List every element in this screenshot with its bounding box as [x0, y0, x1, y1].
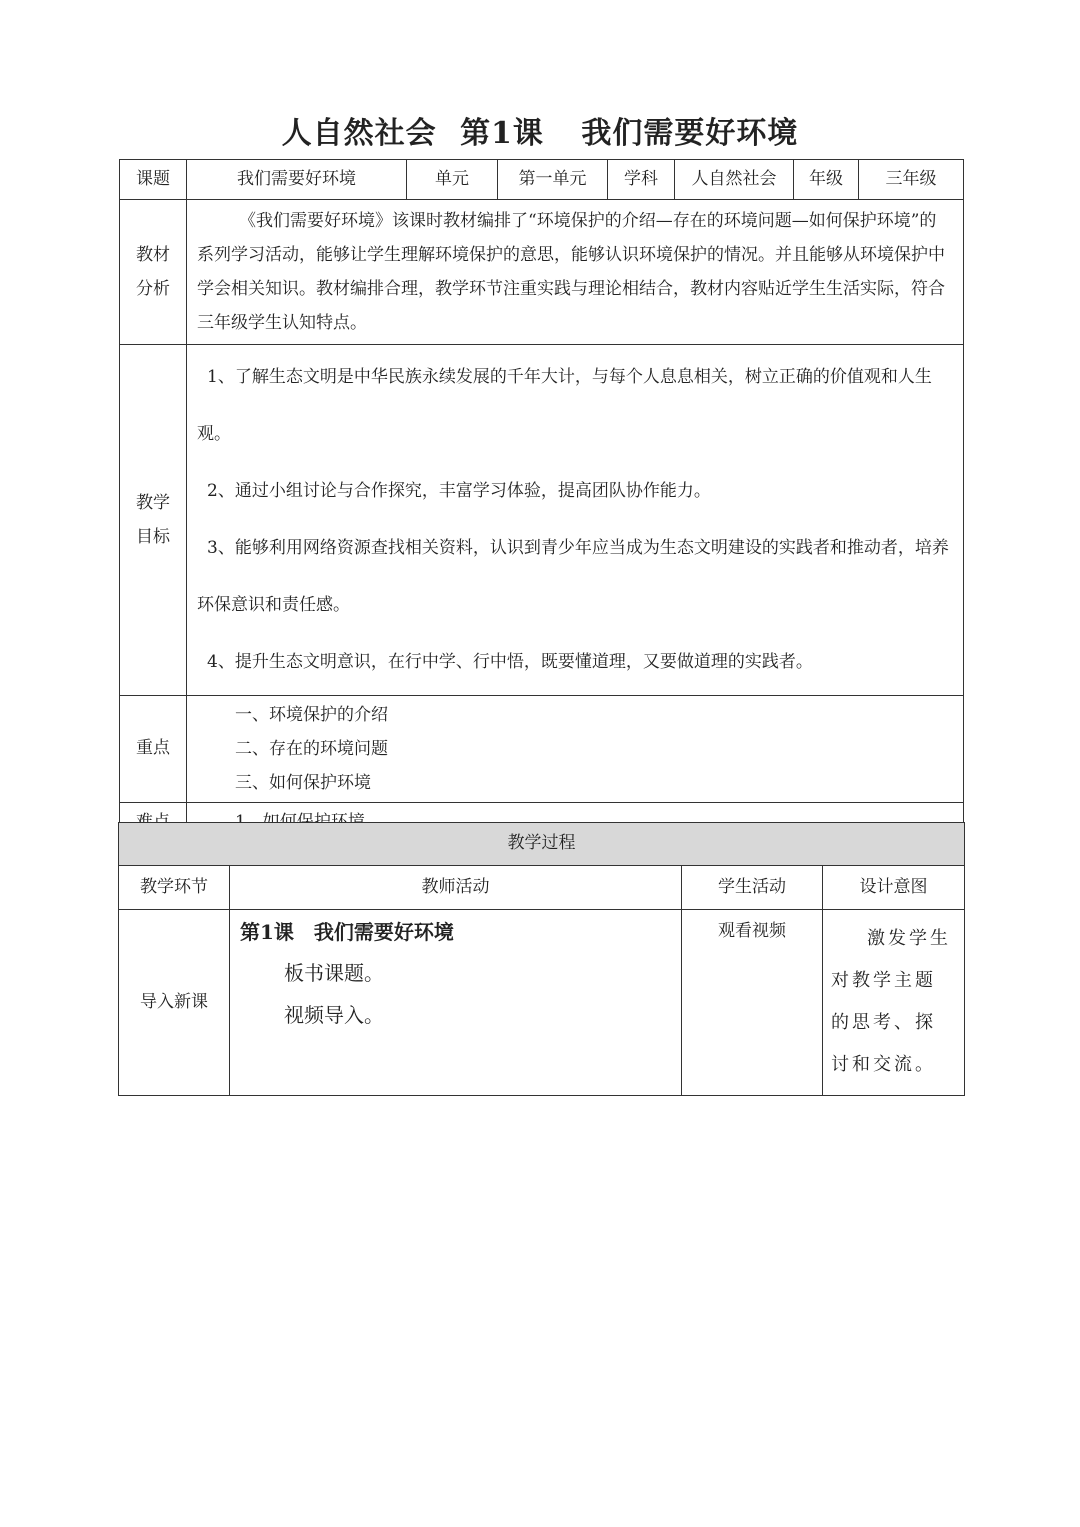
header-intent: 设计意图 [823, 866, 965, 910]
key-point-item: 一、环境保护的介绍 [235, 705, 388, 725]
unit-label: 单元 [407, 160, 498, 200]
intent-cell [823, 910, 965, 1096]
analysis-label-line1: 教材 [136, 245, 170, 265]
goal-text-4: 4、提升生态文明意识，在行中学、行中悟，既要懂道理，又要做道理的实践者。 [207, 652, 813, 672]
lesson-info-table [119, 159, 964, 844]
goals-list [187, 345, 964, 696]
goal-item [197, 520, 953, 634]
key-point-item: 三、如何保护环境 [235, 773, 371, 793]
process-title: 教学过程 [119, 823, 965, 866]
title-subject: 人自然社会 [281, 116, 437, 151]
goals-label-line2: 目标 [136, 527, 170, 547]
unit-value: 第一单元 [498, 160, 608, 200]
header-stage: 教学环节 [119, 866, 230, 910]
teacher-heading: 第1课 我们需要好环境 [240, 920, 454, 944]
teacher-line: 板书课题。 [284, 961, 384, 985]
student-activity-cell: 观看视频 [682, 910, 823, 1096]
analysis-text: 《我们需要好环境》该课时教材编排了“环境保护的介绍—存在的环境问题—如何保护环境”的系列学习活动，能够让学生理解环境保护的意思，能够认识环境保护的情况。并且能够从环境保护中学会相关知识。教材编排合理，教学环节注重实践与理论相结合，教材内容贴近学生生活实际，符合三年级学生认知特点。 [197, 211, 945, 333]
intent-text: 激发学生对教学主题的思考、探讨和交流。 [831, 928, 951, 1075]
analysis-text-cell [187, 200, 964, 345]
analysis-label [120, 200, 187, 345]
title-lesson-no: 第1课 [460, 116, 544, 151]
goal-item [197, 634, 953, 691]
title-lesson-name: 我们需要好环境 [581, 116, 799, 151]
header-student: 学生活动 [682, 866, 823, 910]
grade-label: 年级 [794, 160, 859, 200]
teacher-activity-cell [230, 910, 682, 1096]
key-points-list [187, 696, 964, 803]
goal-text-1: 1、了解生态文明是中华民族永续发展的千年大计，与每个人息息相关，树立正确的价值观和人生观。 [197, 367, 932, 444]
header-teacher: 教师活动 [230, 866, 682, 910]
goals-label-line1: 教学 [136, 493, 170, 513]
goals-label [120, 345, 187, 696]
table-row [119, 910, 965, 1096]
topic-label: 课题 [120, 160, 187, 200]
subject-label: 学科 [608, 160, 675, 200]
stage-cell: 导入新课 [119, 910, 230, 1096]
analysis-label-line2: 分析 [136, 279, 170, 299]
goal-text-2: 2、通过小组讨论与合作探究，丰富学习体验，提高团队协作能力。 [207, 481, 711, 501]
key-points-label: 重点 [120, 696, 187, 803]
topic-value: 我们需要好环境 [187, 160, 407, 200]
key-point-item: 二、存在的环境问题 [235, 739, 388, 759]
goal-item [197, 463, 953, 520]
subject-value: 人自然社会 [675, 160, 794, 200]
teaching-process-table [118, 822, 965, 1096]
page-title [0, 108, 1080, 152]
grade-value: 三年级 [859, 160, 964, 200]
goal-item [197, 349, 953, 463]
teacher-line: 视频导入。 [284, 1003, 384, 1027]
goal-text-3: 3、能够利用网络资源查找相关资料，认识到青少年应当成为生态文明建设的实践者和推动者，培养环保意识和责任感。 [197, 538, 949, 615]
